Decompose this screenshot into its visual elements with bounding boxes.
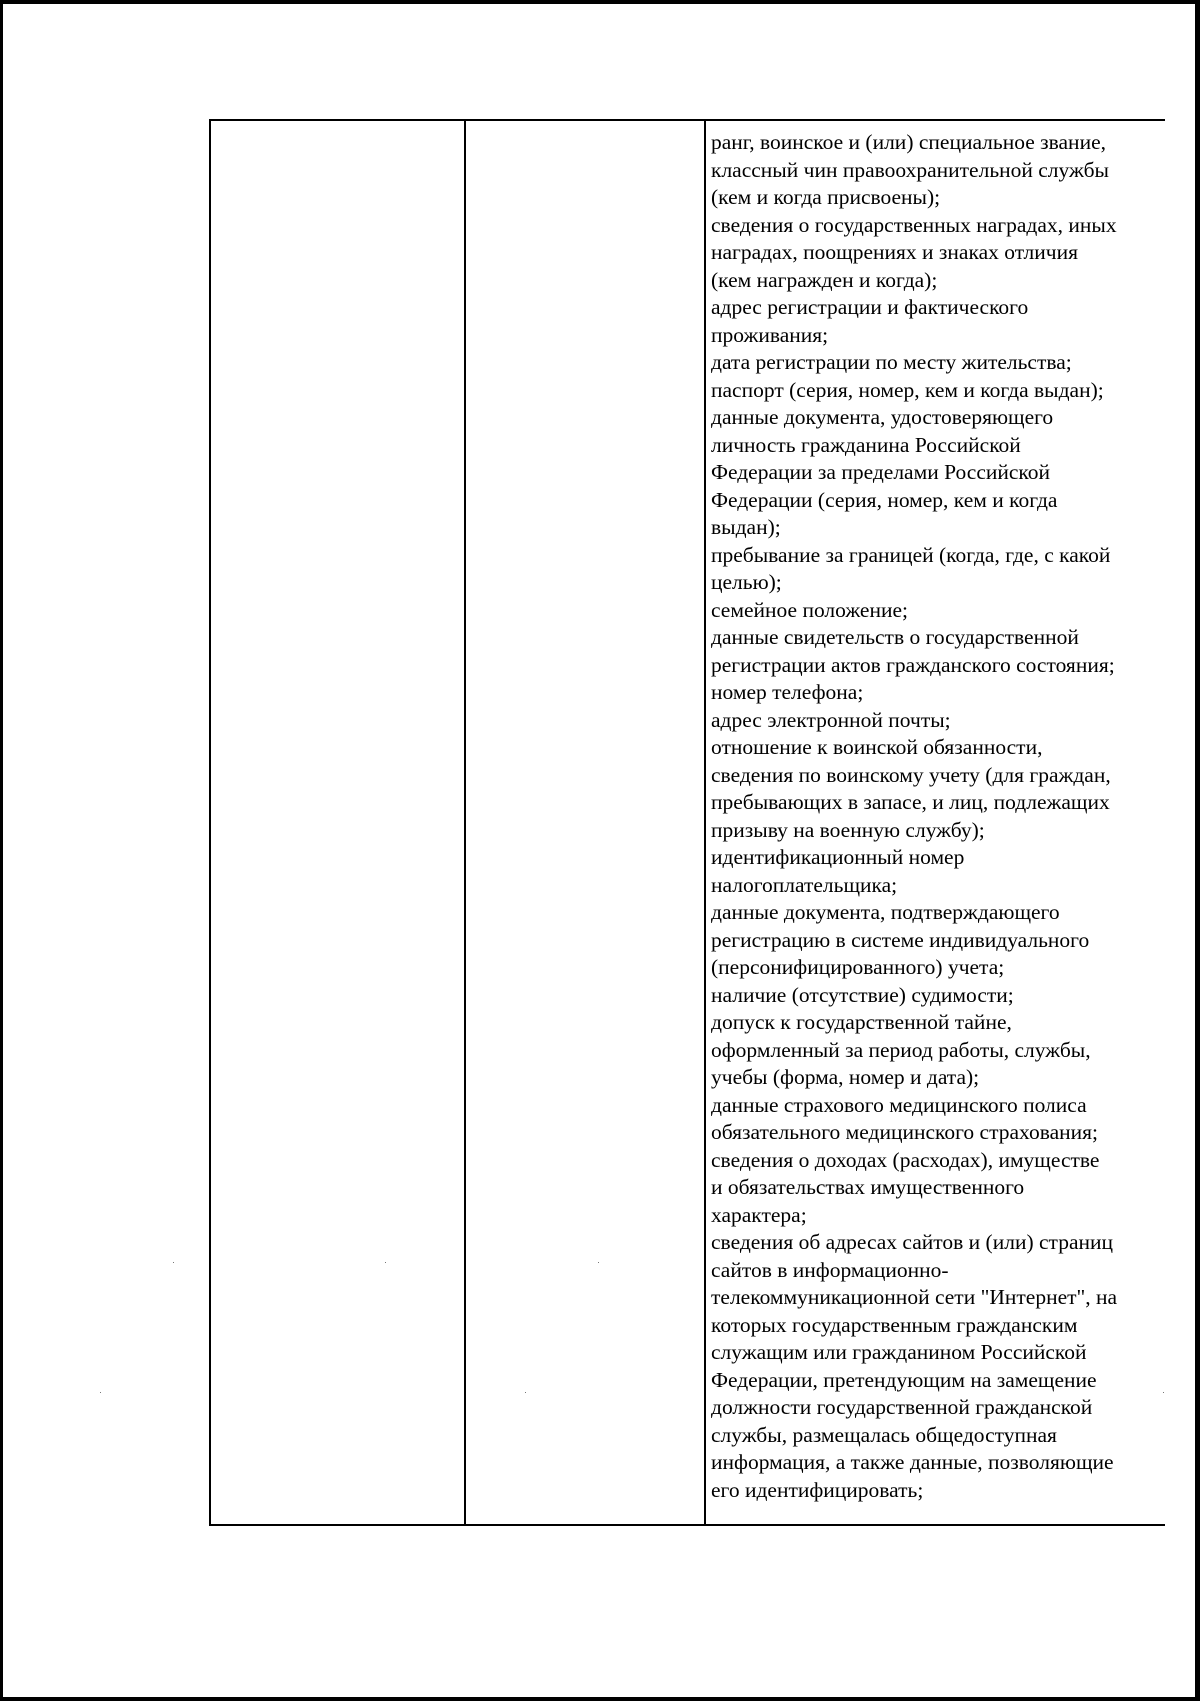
- cell-text-line: сведения о государственных наградах, иных: [711, 212, 1117, 237]
- cell-text-line: регистрации актов гражданского состояния;: [711, 652, 1115, 677]
- cell-text-line: адрес регистрации и фактического: [711, 295, 1029, 319]
- cell-text-line: паспорт (серия, номер, кем и когда выдан);: [711, 377, 1104, 402]
- cell-text-line: информация, а также данные, позволяющие: [711, 1450, 1114, 1474]
- cell-text-line: (кем награжден и когда);: [711, 267, 938, 292]
- scan-speck: [598, 1262, 599, 1263]
- cell-text-line: (персонифицированного) учета;: [711, 955, 1005, 979]
- scan-speck: [385, 1262, 386, 1263]
- cell-text-line: наградах, поощрениях и знаках отличия: [711, 240, 1079, 264]
- scan-speck: [173, 1262, 174, 1263]
- cell-text-line: призыву на военную службу);: [711, 817, 985, 842]
- cell-text-line: сведения об адресах сайтов и (или) страниц: [711, 1230, 1114, 1254]
- cell-text-line: семейное положение;: [711, 597, 908, 622]
- cell-text-line: службы, размещалась общедоступная: [711, 1422, 1057, 1447]
- cell-text-line: отношение к воинской обязанности,: [711, 735, 1043, 759]
- cell-text-line: сайтов в информационно-: [711, 1257, 949, 1282]
- table-row: [210, 120, 1165, 1525]
- cell-text-line: обязательного медицинского страхования;: [711, 1120, 1098, 1144]
- cell-text-line: оформленный за период работы, службы,: [711, 1037, 1091, 1062]
- cell-text-line: данные документа, подтверждающего: [711, 900, 1060, 924]
- cell-text-line: его идентифицировать;: [711, 1477, 924, 1502]
- cell-text-line: данные страхового медицинского полиса: [711, 1092, 1087, 1117]
- cell-text-line: идентификационный номер: [711, 845, 965, 869]
- cell-text-line: Федерации за пределами Российской: [711, 460, 1051, 484]
- cell-text-line: характера;: [711, 1202, 807, 1227]
- cell-text-line: наличие (отсутствие) судимости;: [711, 982, 1014, 1007]
- cell-text-line: (кем и когда присвоены);: [711, 185, 941, 209]
- cell-text-line: пребывающих в запасе, и лиц, подлежащих: [711, 790, 1110, 814]
- cell-text-line: Федерации, претендующим на замещение: [711, 1367, 1097, 1392]
- cell-text-line: должности государственной гражданской: [711, 1395, 1093, 1419]
- cell-text-line: телекоммуникационной сети "Интернет", на: [711, 1285, 1118, 1309]
- scan-speck: [100, 1392, 101, 1393]
- cell-text-line: целью);: [711, 570, 782, 594]
- cell-text-line: дата регистрации по месту жительства;: [711, 350, 1072, 374]
- table-cell-col2: [465, 120, 705, 1525]
- cell-text-line: ранг, воинское и (или) специальное звание,: [711, 130, 1106, 154]
- cell-text-line: учебы (форма, номер и дата);: [711, 1065, 980, 1089]
- table-cell-col3: [705, 120, 1165, 1525]
- cell-text-line: и обязательствах имущественного: [711, 1175, 1025, 1199]
- cell-text-line: пребывание за границей (когда, где, с какой: [711, 542, 1111, 567]
- cell-text-line: данные документа, удостоверяющего: [711, 405, 1054, 429]
- cell-text-line: налогоплательщика;: [711, 872, 898, 897]
- cell-text-line: классный чин правоохранительной службы: [711, 157, 1109, 182]
- scan-speck: [525, 1392, 526, 1393]
- cell-text-line: сведения по воинскому учету (для граждан,: [711, 762, 1111, 787]
- cell-text-line: которых государственным гражданским: [711, 1312, 1078, 1337]
- cell-text-line: выдан);: [711, 515, 781, 539]
- cell-text-line: номер телефона;: [711, 680, 864, 704]
- table-cell-col1: [210, 120, 465, 1525]
- cell-text-line: проживания;: [711, 322, 829, 347]
- data-table: [209, 119, 1165, 1526]
- cell-text-line: Федерации (серия, номер, кем и когда: [711, 487, 1058, 512]
- cell-text-line: допуск к государственной тайне,: [711, 1010, 1012, 1034]
- cell-text-line: данные свидетельств о государственной: [711, 625, 1079, 649]
- cell-text-line: адрес электронной почты;: [711, 707, 951, 732]
- scan-speck: [1163, 1392, 1164, 1393]
- cell-text-line: личность гражданина Российской: [711, 432, 1021, 457]
- cell-text-block: [711, 129, 1165, 1504]
- cell-text-line: служащим или гражданином Российской: [711, 1340, 1087, 1364]
- cell-text-line: регистрацию в системе индивидуального: [711, 927, 1090, 952]
- cell-text-line: сведения о доходах (расходах), имуществе: [711, 1147, 1100, 1172]
